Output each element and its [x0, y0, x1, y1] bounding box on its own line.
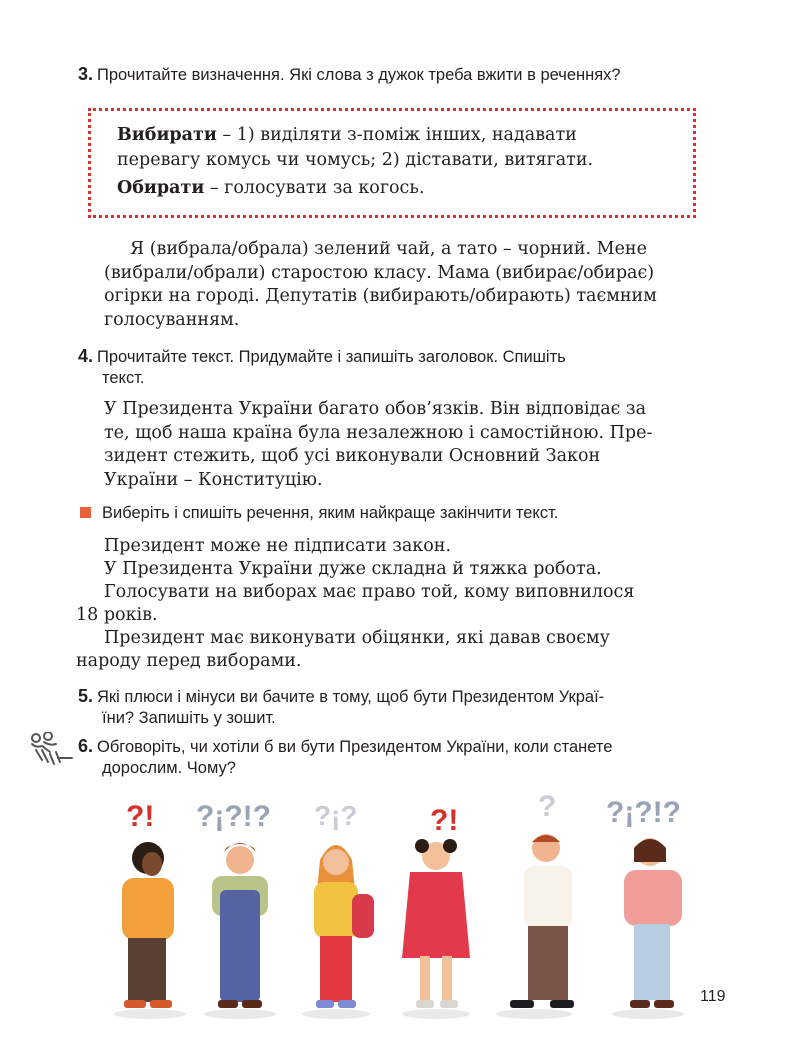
- question-bubble: ?: [538, 790, 557, 823]
- definition-term: Обирати: [117, 178, 205, 198]
- task-3-header: [78, 64, 728, 86]
- option-line: народу перед виборами.: [76, 651, 302, 671]
- definition-text: – голосувати за когось.: [204, 178, 425, 198]
- question-bubble: ?¡?!?: [196, 800, 271, 833]
- subtask-instruction: Виберіть і спишіть речення, яким найкраще закінчити текст.: [102, 504, 559, 522]
- child-figure-5: [510, 834, 574, 1008]
- question-bubble: ?¡?: [314, 800, 358, 831]
- child-figure-3: [314, 845, 374, 1008]
- definition-obyraty: [117, 176, 424, 200]
- task-number: 4.: [78, 346, 94, 366]
- question-bubble: ?!: [126, 800, 155, 833]
- child-figure-2: [212, 843, 268, 1008]
- children-illustration: [100, 790, 700, 1025]
- definition-vybyraty: [117, 123, 577, 147]
- child-figure-4: [402, 839, 470, 1008]
- definition-box: [88, 108, 696, 218]
- option-line: Президент має виконувати обіцянки, які давав своєму: [104, 628, 610, 648]
- exercise-line: огірки на городі. Депутатів (вибирають/обирають) таємним: [104, 286, 657, 306]
- option-line: Президент може не підписати закон.: [104, 536, 452, 556]
- task-number: 6.: [78, 736, 94, 756]
- task-instruction-cont: дорослим. Чому?: [102, 759, 236, 777]
- child-figure-1: [122, 842, 174, 1008]
- question-bubble: ?¡?!?: [606, 796, 681, 829]
- exercise-text: [104, 238, 728, 330]
- child-figure-6: [624, 838, 682, 1008]
- text-line: У Президента України багато обов’язків. Він відповідає за: [104, 399, 646, 419]
- task-instruction-cont: текст.: [102, 369, 145, 387]
- definition-vybyraty-cont: перевагу комусь чи чомусь; 2) діставати, витягати.: [117, 150, 594, 170]
- task-number: 3.: [78, 64, 94, 84]
- option-line: 18 років.: [76, 605, 158, 625]
- square-bullet-icon: [80, 507, 91, 518]
- option-line: У Президента України дуже складна й тяжка робота.: [104, 559, 602, 579]
- exercise-line: Я (вибрала/обрала) зелений чай, а тато – чорний. Мене: [130, 239, 647, 259]
- exercise-line: (вибрали/обрали) старостою класу. Мама (вибирає/обирає): [104, 262, 655, 283]
- task-instruction: Прочитайте текст. Придумайте і запишіть заголовок. Спишіть: [97, 348, 566, 366]
- task-instruction: Прочитайте визначення. Які слова з дужок треба вжити в реченнях?: [97, 66, 621, 84]
- page-number: 119: [700, 988, 726, 1005]
- definition-term: Вибирати: [117, 125, 217, 145]
- exercise-line: голосуванням.: [104, 309, 240, 330]
- question-bubble: ?!: [430, 804, 459, 837]
- text-line: те, щоб наша країна була незалежною і самостійною. Пре-: [104, 422, 653, 443]
- task-instruction: Які плюси і мінуси ви бачите в тому, щоб бути Президентом Украї-: [97, 688, 605, 706]
- group-discussion-icon: [28, 732, 74, 768]
- option-line: Голосувати на виборах має право той, кому виповнилося: [104, 582, 635, 602]
- text-line: України – Конституцію.: [104, 469, 323, 490]
- task-number: 5.: [78, 686, 94, 706]
- task-4-header: [78, 346, 728, 389]
- task-5: [78, 686, 728, 729]
- definition-text: – 1) виділяти з-поміж інших, надавати: [216, 125, 577, 145]
- task-instruction: Обговоріть, чи хотіли б ви бути Президентом України, коли станете: [97, 738, 613, 756]
- task-6: [78, 736, 728, 779]
- task-instruction-cont: їни? Запишіть у зошит.: [102, 709, 276, 727]
- text-line: зидент стежить, щоб усі виконували Основний Закон: [104, 446, 601, 466]
